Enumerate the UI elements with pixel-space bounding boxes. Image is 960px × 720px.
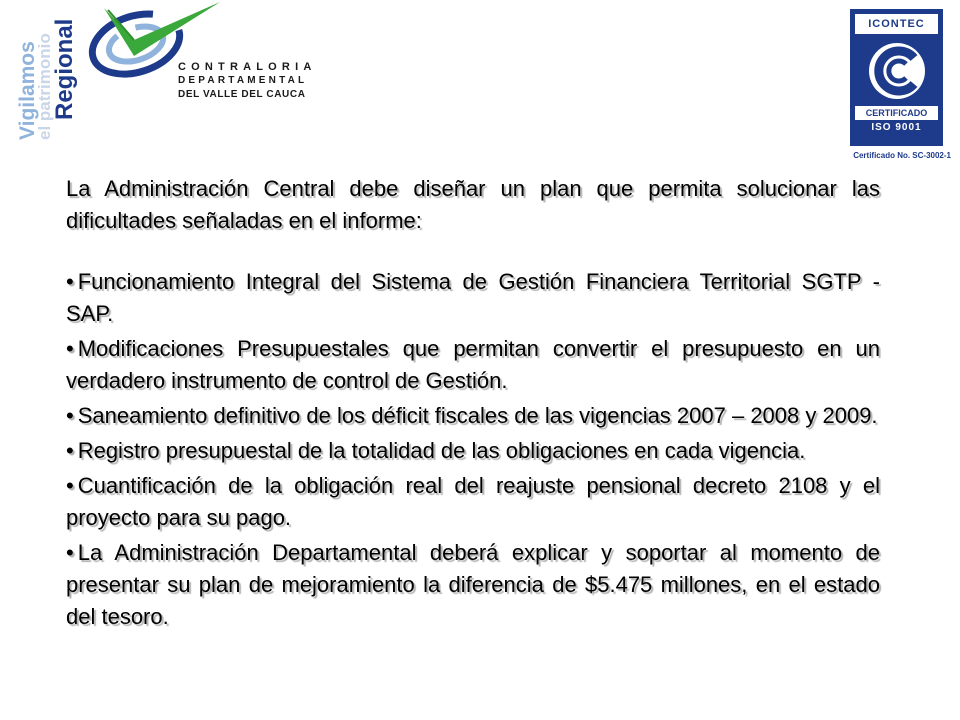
recommendation-list xyxy=(66,266,880,633)
org-name-line-2: DEPARTAMENTAL xyxy=(178,75,308,86)
icontec-emblem-icon xyxy=(866,40,928,102)
list-item-text: Funcionamiento Integral del Sistema de Gestión Financiera Territorial SGTP - SAP. xyxy=(66,269,880,326)
list-item-text: Saneamiento definitivo de los déficit fiscales de las vigencias 2007 – 2008 y 2009. xyxy=(77,403,878,428)
vertical-slogan xyxy=(6,2,78,144)
icontec-brand: ICONTEC xyxy=(855,14,938,34)
organization-name xyxy=(178,60,316,102)
vertical-slogan-graphic xyxy=(6,2,78,144)
list-item-text: Cuantificación de la obligación real del reajuste pensional decreto 2108 y el proyecto para su pago. xyxy=(66,473,880,530)
org-name-line-1: CONTRALORIA xyxy=(178,61,317,73)
intro-paragraph: La Administración Central debe diseñar un plan que permita solucionar las dificultades señaladas en el informe: xyxy=(66,176,880,233)
list-item-text: La Administración Departamental deberá explicar y soportar al momento de presentar su plan de mejoramiento la diferencia de $5.475 millones, en el estado del tesoro. xyxy=(66,540,880,629)
bullet-icon: • xyxy=(66,438,74,463)
icontec-badge xyxy=(850,9,943,146)
list-item-text: Registro presupuestal de la totalidad de las obligaciones en cada vigencia. xyxy=(77,438,806,463)
icontec-iso-standard: ISO 9001 xyxy=(871,122,922,133)
list-item xyxy=(66,400,880,432)
slogan-line-2: el patrimonio xyxy=(35,33,54,140)
list-item-text: Modificaciones Presupuestales que permitan convertir el presupuesto en un verdadero instrumento de control de Gestión. xyxy=(66,336,880,393)
certificate-number: Certificado No. SC-3002-1 xyxy=(853,151,951,160)
list-item xyxy=(66,333,880,397)
bullet-icon: • xyxy=(66,540,74,565)
list-item xyxy=(66,435,880,467)
org-name-line-3: DEL VALLE DEL CAUCA xyxy=(178,89,306,100)
slide-body xyxy=(66,173,880,636)
slogan-line-1: Vigilamos xyxy=(16,41,39,140)
bullet-icon: • xyxy=(66,336,74,361)
list-item xyxy=(66,537,880,633)
icontec-certified-label: CERTIFICADO xyxy=(855,106,938,120)
bullet-icon: • xyxy=(66,473,74,498)
bullet-icon: • xyxy=(66,269,74,294)
bullet-icon: • xyxy=(66,403,74,428)
slogan-line-3: Regional xyxy=(51,18,78,120)
list-item xyxy=(66,470,880,534)
list-item xyxy=(66,266,880,330)
